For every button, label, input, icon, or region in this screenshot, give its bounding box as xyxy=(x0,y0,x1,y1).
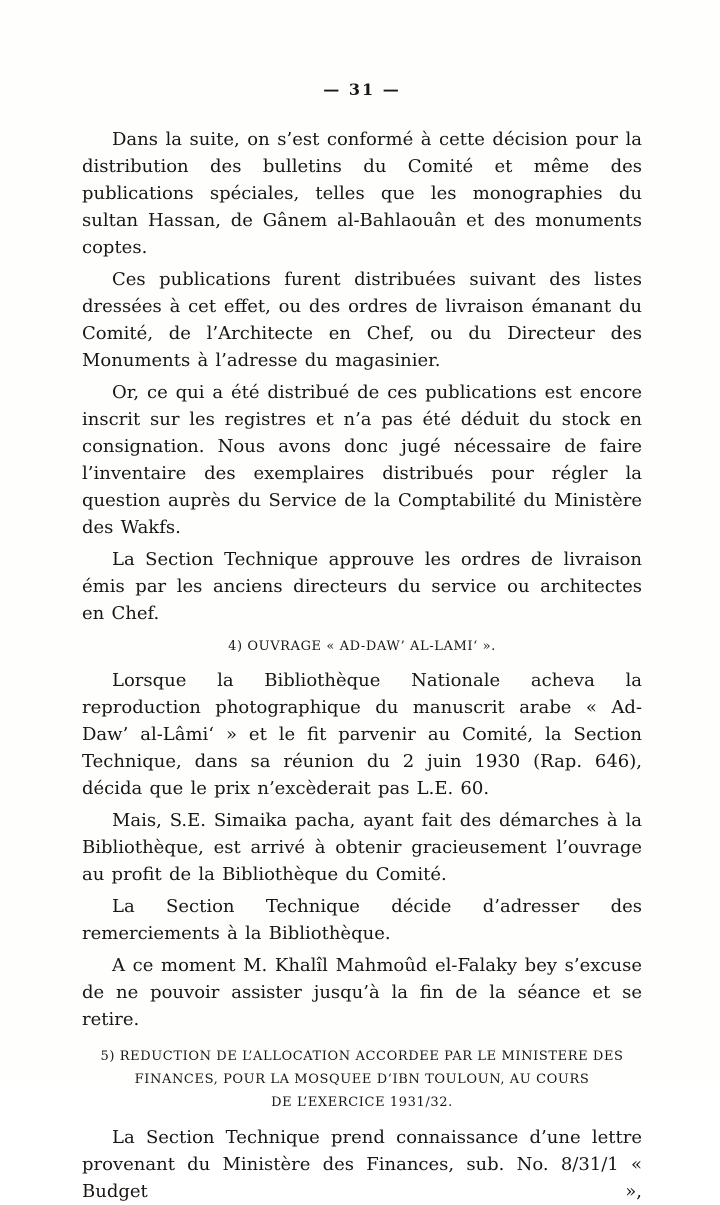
heading-5-line-2: FINANCES, POUR LA MOSQUEE D’IBN TOULOUN, AU COURS xyxy=(134,1072,590,1087)
paragraph-or-ce-qui: Or, ce qui a été distribué de ces publications est encore inscrit sur les registres et n’a pas été déduit du stock en consignation. Nous avons donc jugé nécessaire de faire l’inventaire des exemplaires distribués pour régler la question auprès du Service de la Comptabilité du Ministère des Wakfs. xyxy=(82,382,642,538)
paragraph-mais-simaika: Mais, S.E. Simaika pacha, ayant fait des démarches à la Bibliothèque, est arrivé à obtenir gracieusement l’ouvrage au profit de la Bibliothèque du Comité. xyxy=(82,810,642,885)
paragraph-ces-publications: Ces publications furent distribuées suivant des listes dressées à cet effet, ou des ordres de livraison émanant du Comité, de l’Architecte en Chef, ou du Directeur des Monuments à l’adresse du magasinier. xyxy=(82,269,642,371)
heading-5-line-3: DE L’EXERCICE 1931/32. xyxy=(271,1095,453,1110)
section-heading-4-ouvrage: 4) OUVRAGE « AD-DAW’ AL-LAMI‘ ». xyxy=(228,639,496,654)
paragraph-khalil-retire: A ce moment M. Khalîl Mahmoûd el-Falaky bey s’excuse de ne pouvoir assister jusqu’à la fin de la séance et se retire. xyxy=(82,955,642,1030)
paragraph-section-remerciements: La Section Technique décide d’adresser des remerciements à la Bibliothèque. xyxy=(82,896,642,944)
page-number: — 31 — xyxy=(323,80,401,99)
paragraph-lorsque-bibliotheque: Lorsque la Bibliothèque Nationale acheva la reproduction photographique du manuscrit arabe « Ad-Daw’ al-Lâmi‘ » et le fit parvenir au Comité, la Section Technique, dans sa réunion du 2 juin 1930 (Rap. 646), décida que le prix n’excèderait pas L.E. 60. xyxy=(82,670,642,799)
paragraph-lettre-finances: La Section Technique prend connaissance d’une lettre provenant du Ministère des Finances, sub. No. 8/31/1 « Budget », xyxy=(82,1127,642,1202)
heading-5-line-1: 5) REDUCTION DE L’ALLOCATION ACCORDEE PAR LE MINISTERE DES xyxy=(100,1049,624,1064)
paragraph-section-approuve: La Section Technique approuve les ordres de livraison émis par les anciens directeurs du service ou architectes en Chef. xyxy=(82,549,642,624)
paragraph-dans-la-suite: Dans la suite, on s’est conformé à cette décision pour la distribution des bulletins du Comité et même des publications spéciales, telles que les monographies du sultan Hassan, de Gânem al-Bahlaouân et des monuments coptes. xyxy=(82,129,642,258)
section-heading-5-reduction xyxy=(82,1045,642,1114)
